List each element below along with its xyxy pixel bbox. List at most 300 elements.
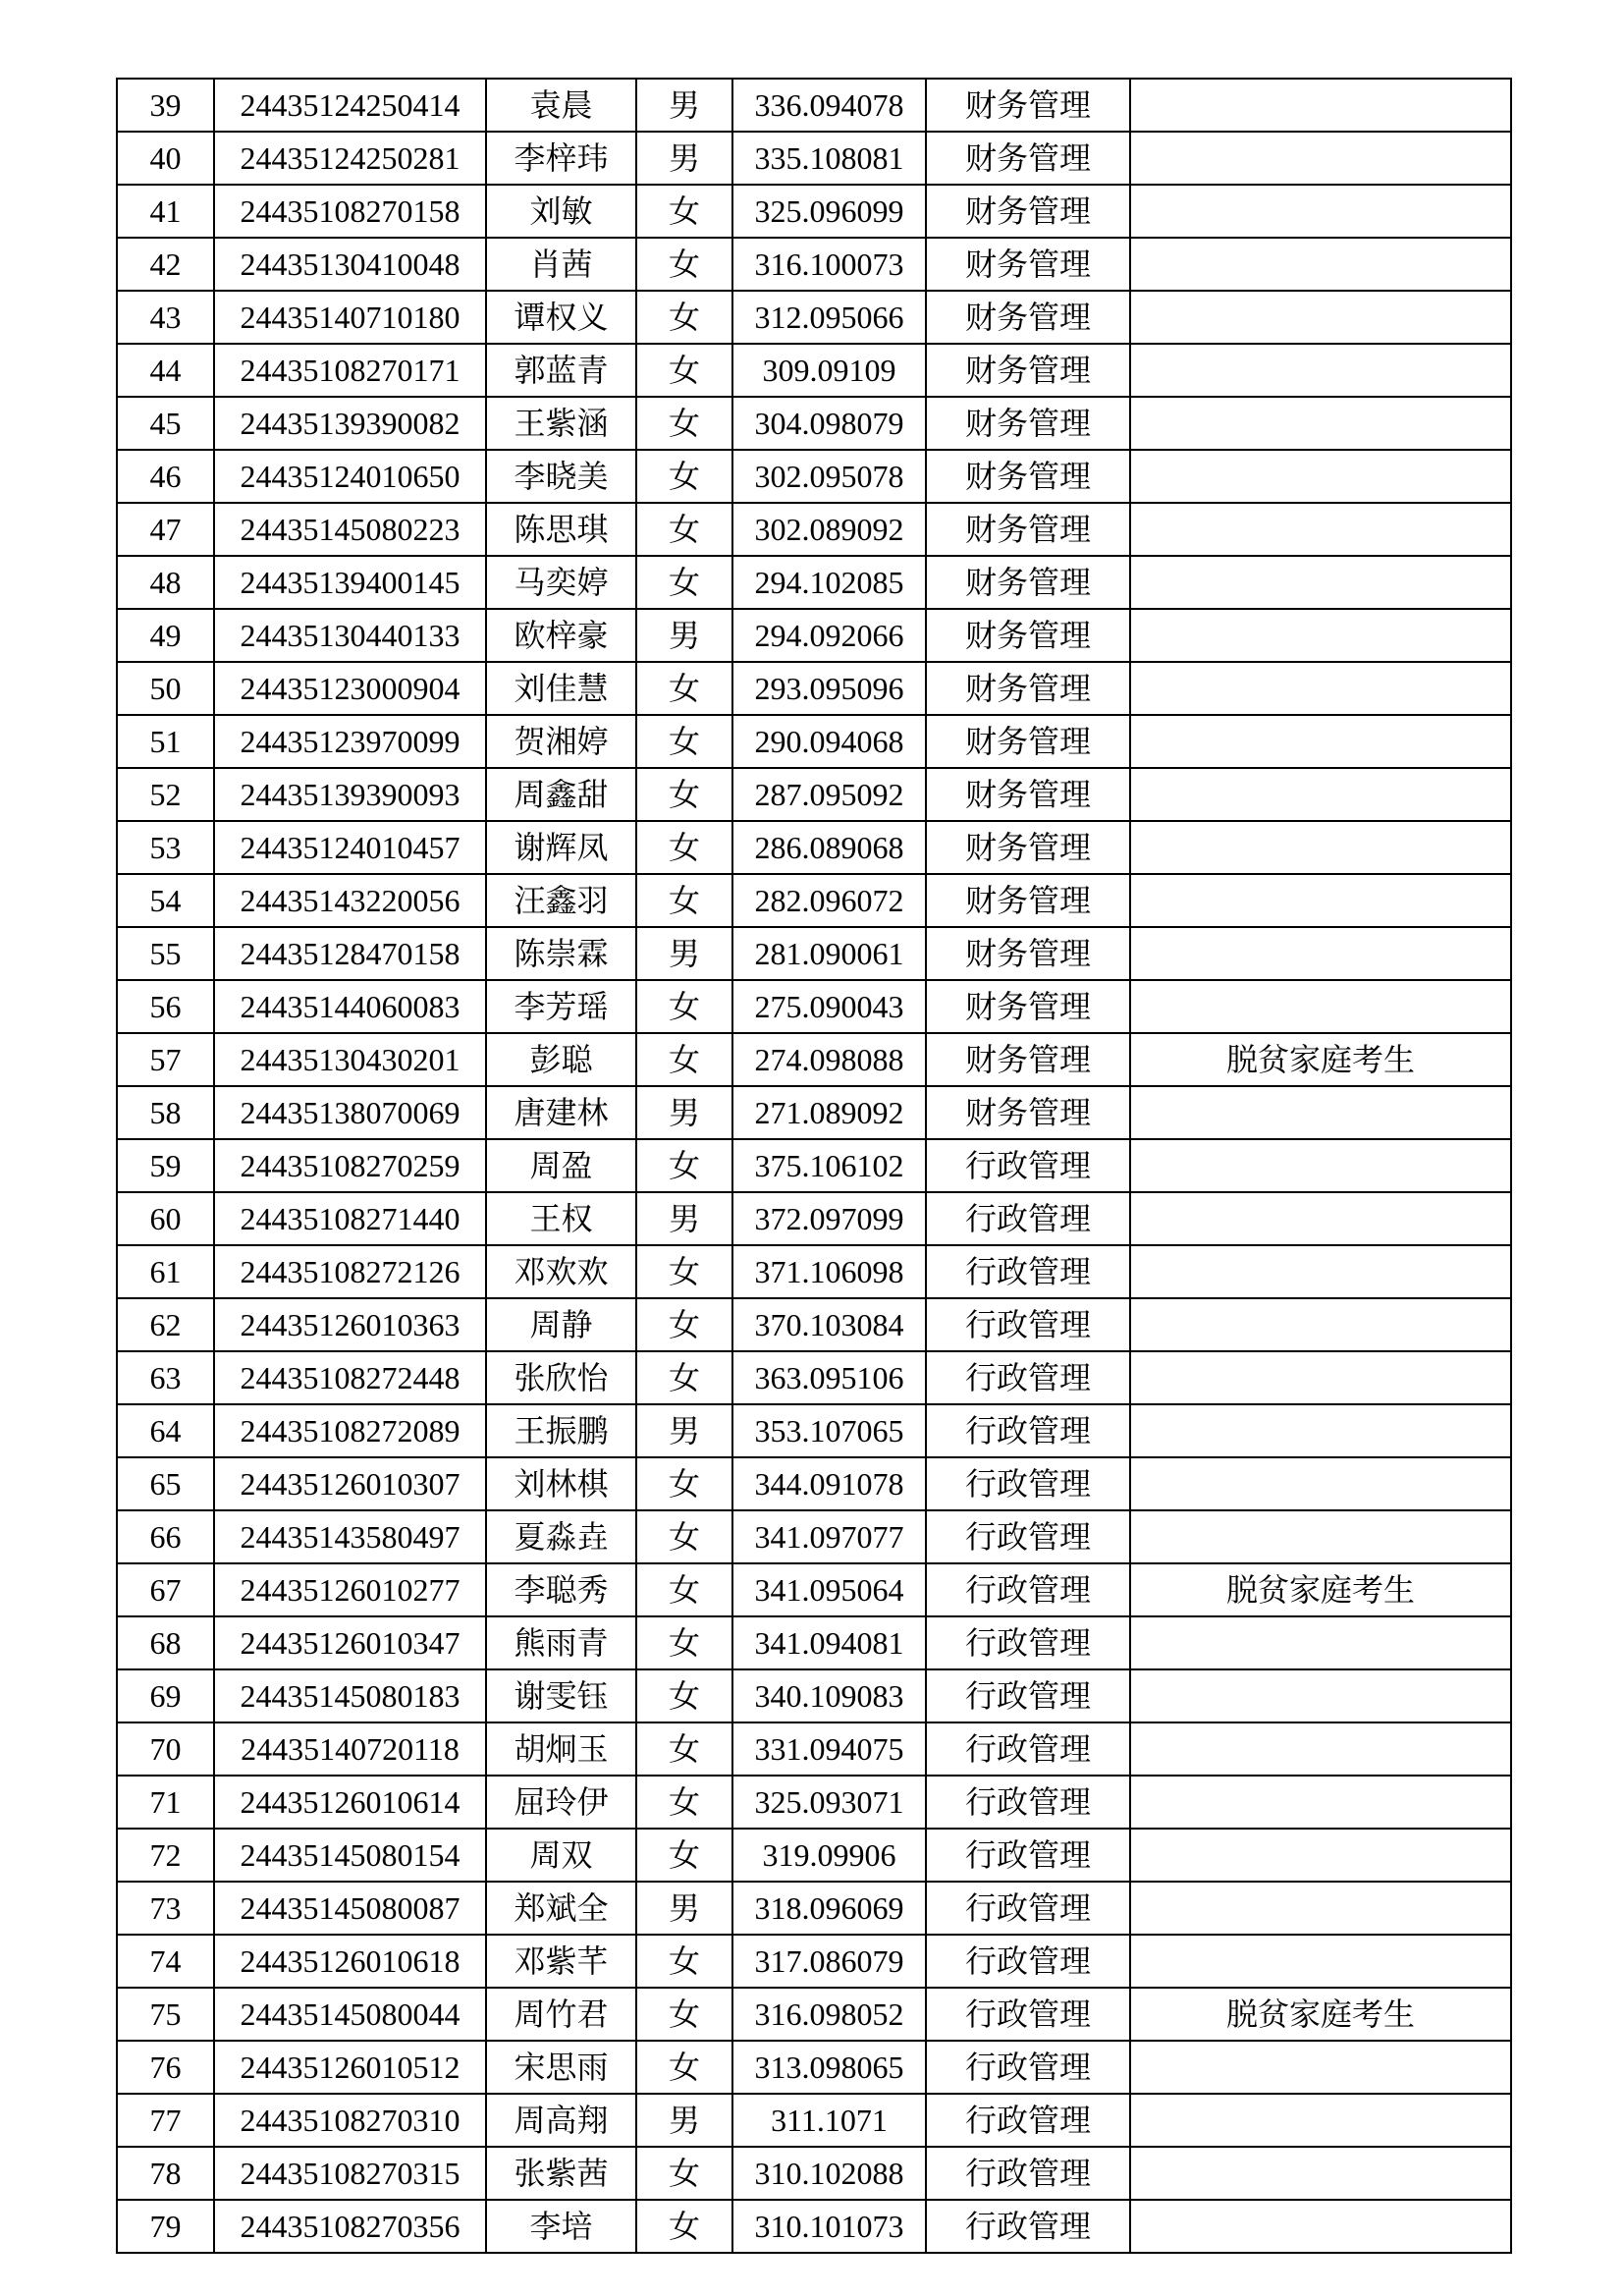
- note-cell: [1130, 397, 1511, 450]
- major-cell: 财务管理: [926, 609, 1130, 662]
- note-cell: [1130, 609, 1511, 662]
- row-number-cell: 65: [117, 1457, 214, 1510]
- note-cell: [1130, 132, 1511, 185]
- gender-cell: 女: [636, 1988, 732, 2041]
- table-row: [117, 821, 1511, 874]
- table-row: [117, 1616, 1511, 1669]
- note-cell: [1130, 79, 1511, 132]
- score-cell: 310.102088: [732, 2147, 926, 2200]
- note-cell: [1130, 556, 1511, 609]
- major-cell: 行政管理: [926, 1882, 1130, 1935]
- candidate-name-cell: 李培: [486, 2200, 636, 2253]
- major-cell: 财务管理: [926, 450, 1130, 503]
- row-number-cell: 44: [117, 344, 214, 397]
- table-row: [117, 238, 1511, 291]
- gender-cell: 女: [636, 821, 732, 874]
- note-cell: [1130, 1935, 1511, 1988]
- note-cell: [1130, 1882, 1511, 1935]
- row-number-cell: 75: [117, 1988, 214, 2041]
- score-cell: 353.107065: [732, 1404, 926, 1457]
- major-cell: 行政管理: [926, 1935, 1130, 1988]
- candidate-name-cell: 谢雯钰: [486, 1669, 636, 1722]
- candidate-name-cell: 陈崇霖: [486, 927, 636, 980]
- score-cell: 317.086079: [732, 1935, 926, 1988]
- table-row: [117, 1086, 1511, 1139]
- candidate-name-cell: 陈思琪: [486, 503, 636, 556]
- row-number-cell: 48: [117, 556, 214, 609]
- exam-id-cell: 24435145080044: [214, 1988, 486, 2041]
- exam-id-cell: 24435108270315: [214, 2147, 486, 2200]
- note-cell: [1130, 662, 1511, 715]
- candidate-name-cell: 马奕婷: [486, 556, 636, 609]
- major-cell: 行政管理: [926, 1988, 1130, 2041]
- row-number-cell: 54: [117, 874, 214, 927]
- gender-cell: 女: [636, 1616, 732, 1669]
- major-cell: 财务管理: [926, 821, 1130, 874]
- table-row: [117, 503, 1511, 556]
- row-number-cell: 62: [117, 1298, 214, 1351]
- table-row: [117, 2147, 1511, 2200]
- gender-cell: 女: [636, 185, 732, 238]
- table-row: [117, 132, 1511, 185]
- candidate-name-cell: 李聪秀: [486, 1563, 636, 1616]
- score-cell: 375.106102: [732, 1139, 926, 1192]
- row-number-cell: 70: [117, 1722, 214, 1776]
- major-cell: 行政管理: [926, 1616, 1130, 1669]
- candidate-name-cell: 周高翔: [486, 2094, 636, 2147]
- row-number-cell: 71: [117, 1776, 214, 1829]
- candidate-name-cell: 周鑫甜: [486, 768, 636, 821]
- table-row: [117, 1192, 1511, 1245]
- table-row: [117, 1776, 1511, 1829]
- score-cell: 293.095096: [732, 662, 926, 715]
- note-cell: [1130, 344, 1511, 397]
- major-cell: 行政管理: [926, 1139, 1130, 1192]
- gender-cell: 女: [636, 768, 732, 821]
- score-cell: 282.096072: [732, 874, 926, 927]
- gender-cell: 女: [636, 1829, 732, 1882]
- exam-id-cell: 24435108271440: [214, 1192, 486, 1245]
- major-cell: 行政管理: [926, 1245, 1130, 1298]
- table-row: [117, 715, 1511, 768]
- row-number-cell: 49: [117, 609, 214, 662]
- score-cell: 325.093071: [732, 1776, 926, 1829]
- major-cell: 行政管理: [926, 2094, 1130, 2147]
- score-cell: 335.108081: [732, 132, 926, 185]
- score-cell: 319.09906: [732, 1829, 926, 1882]
- gender-cell: 女: [636, 1245, 732, 1298]
- exam-id-cell: 24435126010307: [214, 1457, 486, 1510]
- row-number-cell: 57: [117, 1033, 214, 1086]
- exam-id-cell: 24435140710180: [214, 291, 486, 344]
- note-cell: [1130, 1086, 1511, 1139]
- candidate-name-cell: 李梓玮: [486, 132, 636, 185]
- score-cell: 336.094078: [732, 79, 926, 132]
- exam-id-cell: 24435143220056: [214, 874, 486, 927]
- note-cell: [1130, 874, 1511, 927]
- table-row: [117, 397, 1511, 450]
- gender-cell: 女: [636, 397, 732, 450]
- exam-id-cell: 24435128470158: [214, 927, 486, 980]
- exam-id-cell: 24435126010614: [214, 1776, 486, 1829]
- score-cell: 294.092066: [732, 609, 926, 662]
- table-row: [117, 1351, 1511, 1404]
- table-row: [117, 1722, 1511, 1776]
- major-cell: 财务管理: [926, 503, 1130, 556]
- row-number-cell: 50: [117, 662, 214, 715]
- admission-roster-table: [116, 78, 1512, 2254]
- gender-cell: 女: [636, 1776, 732, 1829]
- score-cell: 344.091078: [732, 1457, 926, 1510]
- gender-cell: 女: [636, 2200, 732, 2253]
- note-cell: [1130, 1457, 1511, 1510]
- major-cell: 财务管理: [926, 874, 1130, 927]
- table-row: [117, 79, 1511, 132]
- row-number-cell: 64: [117, 1404, 214, 1457]
- row-number-cell: 74: [117, 1935, 214, 1988]
- exam-id-cell: 24435139390082: [214, 397, 486, 450]
- note-cell: [1130, 715, 1511, 768]
- row-number-cell: 72: [117, 1829, 214, 1882]
- score-cell: 302.095078: [732, 450, 926, 503]
- row-number-cell: 69: [117, 1669, 214, 1722]
- score-cell: 304.098079: [732, 397, 926, 450]
- table-row: [117, 185, 1511, 238]
- major-cell: 行政管理: [926, 1298, 1130, 1351]
- note-cell: [1130, 2041, 1511, 2094]
- table-row: [117, 1298, 1511, 1351]
- major-cell: 财务管理: [926, 238, 1130, 291]
- exam-id-cell: 24435108270310: [214, 2094, 486, 2147]
- major-cell: 行政管理: [926, 2147, 1130, 2200]
- note-cell: [1130, 2147, 1511, 2200]
- note-cell: [1130, 768, 1511, 821]
- exam-id-cell: 24435123970099: [214, 715, 486, 768]
- table-row: [117, 1669, 1511, 1722]
- score-cell: 341.095064: [732, 1563, 926, 1616]
- major-cell: 行政管理: [926, 1404, 1130, 1457]
- exam-id-cell: 24435126010347: [214, 1616, 486, 1669]
- gender-cell: 女: [636, 980, 732, 1033]
- exam-id-cell: 24435139390093: [214, 768, 486, 821]
- row-number-cell: 51: [117, 715, 214, 768]
- gender-cell: 男: [636, 2094, 732, 2147]
- note-cell: [1130, 450, 1511, 503]
- major-cell: 财务管理: [926, 185, 1130, 238]
- candidate-name-cell: 谢辉凤: [486, 821, 636, 874]
- candidate-name-cell: 谭权义: [486, 291, 636, 344]
- gender-cell: 女: [636, 2041, 732, 2094]
- candidate-name-cell: 夏淼垚: [486, 1510, 636, 1563]
- note-cell: [1130, 1139, 1511, 1192]
- table-row: [117, 662, 1511, 715]
- table-row: [117, 1935, 1511, 1988]
- gender-cell: 男: [636, 79, 732, 132]
- table-row: [117, 1457, 1511, 1510]
- score-cell: 325.096099: [732, 185, 926, 238]
- major-cell: 财务管理: [926, 132, 1130, 185]
- table-row: [117, 768, 1511, 821]
- gender-cell: 女: [636, 1669, 732, 1722]
- major-cell: 财务管理: [926, 397, 1130, 450]
- table-row: [117, 1563, 1511, 1616]
- score-cell: 331.094075: [732, 1722, 926, 1776]
- candidate-name-cell: 周竹君: [486, 1988, 636, 2041]
- score-cell: 312.095066: [732, 291, 926, 344]
- gender-cell: 女: [636, 344, 732, 397]
- row-number-cell: 76: [117, 2041, 214, 2094]
- major-cell: 财务管理: [926, 79, 1130, 132]
- note-cell: [1130, 1351, 1511, 1404]
- note-cell: [1130, 503, 1511, 556]
- table-row: [117, 1829, 1511, 1882]
- row-number-cell: 47: [117, 503, 214, 556]
- gender-cell: 男: [636, 927, 732, 980]
- score-cell: 310.101073: [732, 2200, 926, 2253]
- score-cell: 281.090061: [732, 927, 926, 980]
- candidate-name-cell: 李芳瑶: [486, 980, 636, 1033]
- row-number-cell: 45: [117, 397, 214, 450]
- table-row: [117, 344, 1511, 397]
- table-row: [117, 2200, 1511, 2253]
- table-row: [117, 1510, 1511, 1563]
- exam-id-cell: 24435140720118: [214, 1722, 486, 1776]
- score-cell: 287.095092: [732, 768, 926, 821]
- major-cell: 财务管理: [926, 980, 1130, 1033]
- note-cell: [1130, 238, 1511, 291]
- gender-cell: 女: [636, 2147, 732, 2200]
- exam-id-cell: 24435126010277: [214, 1563, 486, 1616]
- major-cell: 行政管理: [926, 1351, 1130, 1404]
- table-row: [117, 1033, 1511, 1086]
- candidate-name-cell: 周盈: [486, 1139, 636, 1192]
- candidate-name-cell: 李晓美: [486, 450, 636, 503]
- gender-cell: 女: [636, 291, 732, 344]
- score-cell: 316.098052: [732, 1988, 926, 2041]
- candidate-name-cell: 邓紫芊: [486, 1935, 636, 1988]
- table-row: [117, 450, 1511, 503]
- score-cell: 341.094081: [732, 1616, 926, 1669]
- row-number-cell: 39: [117, 79, 214, 132]
- table-row: [117, 609, 1511, 662]
- major-cell: 财务管理: [926, 556, 1130, 609]
- row-number-cell: 68: [117, 1616, 214, 1669]
- note-cell: [1130, 1776, 1511, 1829]
- gender-cell: 女: [636, 1510, 732, 1563]
- note-cell: [1130, 821, 1511, 874]
- gender-cell: 女: [636, 1722, 732, 1776]
- candidate-name-cell: 邓欢欢: [486, 1245, 636, 1298]
- note-cell: [1130, 927, 1511, 980]
- row-number-cell: 60: [117, 1192, 214, 1245]
- table-row: [117, 556, 1511, 609]
- row-number-cell: 42: [117, 238, 214, 291]
- row-number-cell: 46: [117, 450, 214, 503]
- gender-cell: 女: [636, 1351, 732, 1404]
- score-cell: 370.103084: [732, 1298, 926, 1351]
- candidate-name-cell: 贺湘婷: [486, 715, 636, 768]
- note-cell: 脱贫家庭考生: [1130, 1563, 1511, 1616]
- gender-cell: 女: [636, 238, 732, 291]
- row-number-cell: 66: [117, 1510, 214, 1563]
- score-cell: 274.098088: [732, 1033, 926, 1086]
- major-cell: 财务管理: [926, 1033, 1130, 1086]
- exam-id-cell: 24435138070069: [214, 1086, 486, 1139]
- major-cell: 财务管理: [926, 344, 1130, 397]
- exam-id-cell: 24435124250281: [214, 132, 486, 185]
- row-number-cell: 58: [117, 1086, 214, 1139]
- gender-cell: 女: [636, 1139, 732, 1192]
- major-cell: 行政管理: [926, 1510, 1130, 1563]
- exam-id-cell: 24435130430201: [214, 1033, 486, 1086]
- score-cell: 371.106098: [732, 1245, 926, 1298]
- row-number-cell: 40: [117, 132, 214, 185]
- score-cell: 363.095106: [732, 1351, 926, 1404]
- exam-id-cell: 24435124250414: [214, 79, 486, 132]
- candidate-name-cell: 周双: [486, 1829, 636, 1882]
- exam-id-cell: 24435108272089: [214, 1404, 486, 1457]
- major-cell: 行政管理: [926, 1563, 1130, 1616]
- row-number-cell: 73: [117, 1882, 214, 1935]
- table-row: [117, 1882, 1511, 1935]
- note-cell: [1130, 1298, 1511, 1351]
- exam-id-cell: 24435139400145: [214, 556, 486, 609]
- candidate-name-cell: 王振鹏: [486, 1404, 636, 1457]
- score-cell: 309.09109: [732, 344, 926, 397]
- exam-id-cell: 24435124010457: [214, 821, 486, 874]
- exam-id-cell: 24435108272448: [214, 1351, 486, 1404]
- major-cell: 行政管理: [926, 1192, 1130, 1245]
- candidate-name-cell: 彭聪: [486, 1033, 636, 1086]
- exam-id-cell: 24435108270158: [214, 185, 486, 238]
- note-cell: [1130, 1245, 1511, 1298]
- score-cell: 311.1071: [732, 2094, 926, 2147]
- score-cell: 286.089068: [732, 821, 926, 874]
- exam-id-cell: 24435145080154: [214, 1829, 486, 1882]
- table-row: [117, 980, 1511, 1033]
- table-row: [117, 1988, 1511, 2041]
- gender-cell: 男: [636, 1404, 732, 1457]
- gender-cell: 女: [636, 450, 732, 503]
- row-number-cell: 55: [117, 927, 214, 980]
- major-cell: 行政管理: [926, 2041, 1130, 2094]
- row-number-cell: 41: [117, 185, 214, 238]
- row-number-cell: 61: [117, 1245, 214, 1298]
- note-cell: [1130, 1669, 1511, 1722]
- gender-cell: 女: [636, 556, 732, 609]
- major-cell: 行政管理: [926, 2200, 1130, 2253]
- gender-cell: 女: [636, 1033, 732, 1086]
- roster-body: [117, 79, 1511, 2253]
- note-cell: [1130, 1404, 1511, 1457]
- row-number-cell: 59: [117, 1139, 214, 1192]
- gender-cell: 女: [636, 1298, 732, 1351]
- candidate-name-cell: 周静: [486, 1298, 636, 1351]
- row-number-cell: 56: [117, 980, 214, 1033]
- exam-id-cell: 24435143580497: [214, 1510, 486, 1563]
- row-number-cell: 53: [117, 821, 214, 874]
- exam-id-cell: 24435145080223: [214, 503, 486, 556]
- score-cell: 290.094068: [732, 715, 926, 768]
- note-cell: [1130, 1829, 1511, 1882]
- candidate-name-cell: 宋思雨: [486, 2041, 636, 2094]
- table-row: [117, 2041, 1511, 2094]
- score-cell: 316.100073: [732, 238, 926, 291]
- note-cell: [1130, 1510, 1511, 1563]
- candidate-name-cell: 欧梓豪: [486, 609, 636, 662]
- major-cell: 财务管理: [926, 927, 1130, 980]
- exam-id-cell: 24435130410048: [214, 238, 486, 291]
- note-cell: [1130, 2200, 1511, 2253]
- major-cell: 财务管理: [926, 1086, 1130, 1139]
- exam-id-cell: 24435145080087: [214, 1882, 486, 1935]
- candidate-name-cell: 刘佳慧: [486, 662, 636, 715]
- note-cell: [1130, 185, 1511, 238]
- score-cell: 302.089092: [732, 503, 926, 556]
- exam-id-cell: 24435126010618: [214, 1935, 486, 1988]
- score-cell: 271.089092: [732, 1086, 926, 1139]
- candidate-name-cell: 郑斌全: [486, 1882, 636, 1935]
- exam-id-cell: 24435108272126: [214, 1245, 486, 1298]
- major-cell: 行政管理: [926, 1829, 1130, 1882]
- note-cell: [1130, 980, 1511, 1033]
- major-cell: 行政管理: [926, 1722, 1130, 1776]
- row-number-cell: 78: [117, 2147, 214, 2200]
- major-cell: 财务管理: [926, 768, 1130, 821]
- candidate-name-cell: 袁晨: [486, 79, 636, 132]
- candidate-name-cell: 郭蓝青: [486, 344, 636, 397]
- candidate-name-cell: 刘敏: [486, 185, 636, 238]
- row-number-cell: 43: [117, 291, 214, 344]
- gender-cell: 女: [636, 874, 732, 927]
- score-cell: 372.097099: [732, 1192, 926, 1245]
- gender-cell: 男: [636, 132, 732, 185]
- score-cell: 275.090043: [732, 980, 926, 1033]
- table-row: [117, 927, 1511, 980]
- gender-cell: 女: [636, 1457, 732, 1510]
- gender-cell: 男: [636, 1882, 732, 1935]
- candidate-name-cell: 王紫涵: [486, 397, 636, 450]
- score-cell: 340.109083: [732, 1669, 926, 1722]
- exam-id-cell: 24435144060083: [214, 980, 486, 1033]
- gender-cell: 女: [636, 1935, 732, 1988]
- table-row: [117, 1245, 1511, 1298]
- note-cell: [1130, 2094, 1511, 2147]
- candidate-name-cell: 汪鑫羽: [486, 874, 636, 927]
- candidate-name-cell: 张欣怡: [486, 1351, 636, 1404]
- exam-id-cell: 24435123000904: [214, 662, 486, 715]
- major-cell: 行政管理: [926, 1776, 1130, 1829]
- table-row: [117, 874, 1511, 927]
- gender-cell: 男: [636, 1086, 732, 1139]
- candidate-name-cell: 熊雨青: [486, 1616, 636, 1669]
- score-cell: 294.102085: [732, 556, 926, 609]
- note-cell: [1130, 291, 1511, 344]
- major-cell: 财务管理: [926, 715, 1130, 768]
- major-cell: 财务管理: [926, 662, 1130, 715]
- table-row: [117, 1139, 1511, 1192]
- row-number-cell: 77: [117, 2094, 214, 2147]
- major-cell: 行政管理: [926, 1457, 1130, 1510]
- candidate-name-cell: 屈玲伊: [486, 1776, 636, 1829]
- table-row: [117, 2094, 1511, 2147]
- exam-id-cell: 24435145080183: [214, 1669, 486, 1722]
- exam-id-cell: 24435124010650: [214, 450, 486, 503]
- score-cell: 313.098065: [732, 2041, 926, 2094]
- gender-cell: 女: [636, 1563, 732, 1616]
- note-cell: [1130, 1192, 1511, 1245]
- row-number-cell: 79: [117, 2200, 214, 2253]
